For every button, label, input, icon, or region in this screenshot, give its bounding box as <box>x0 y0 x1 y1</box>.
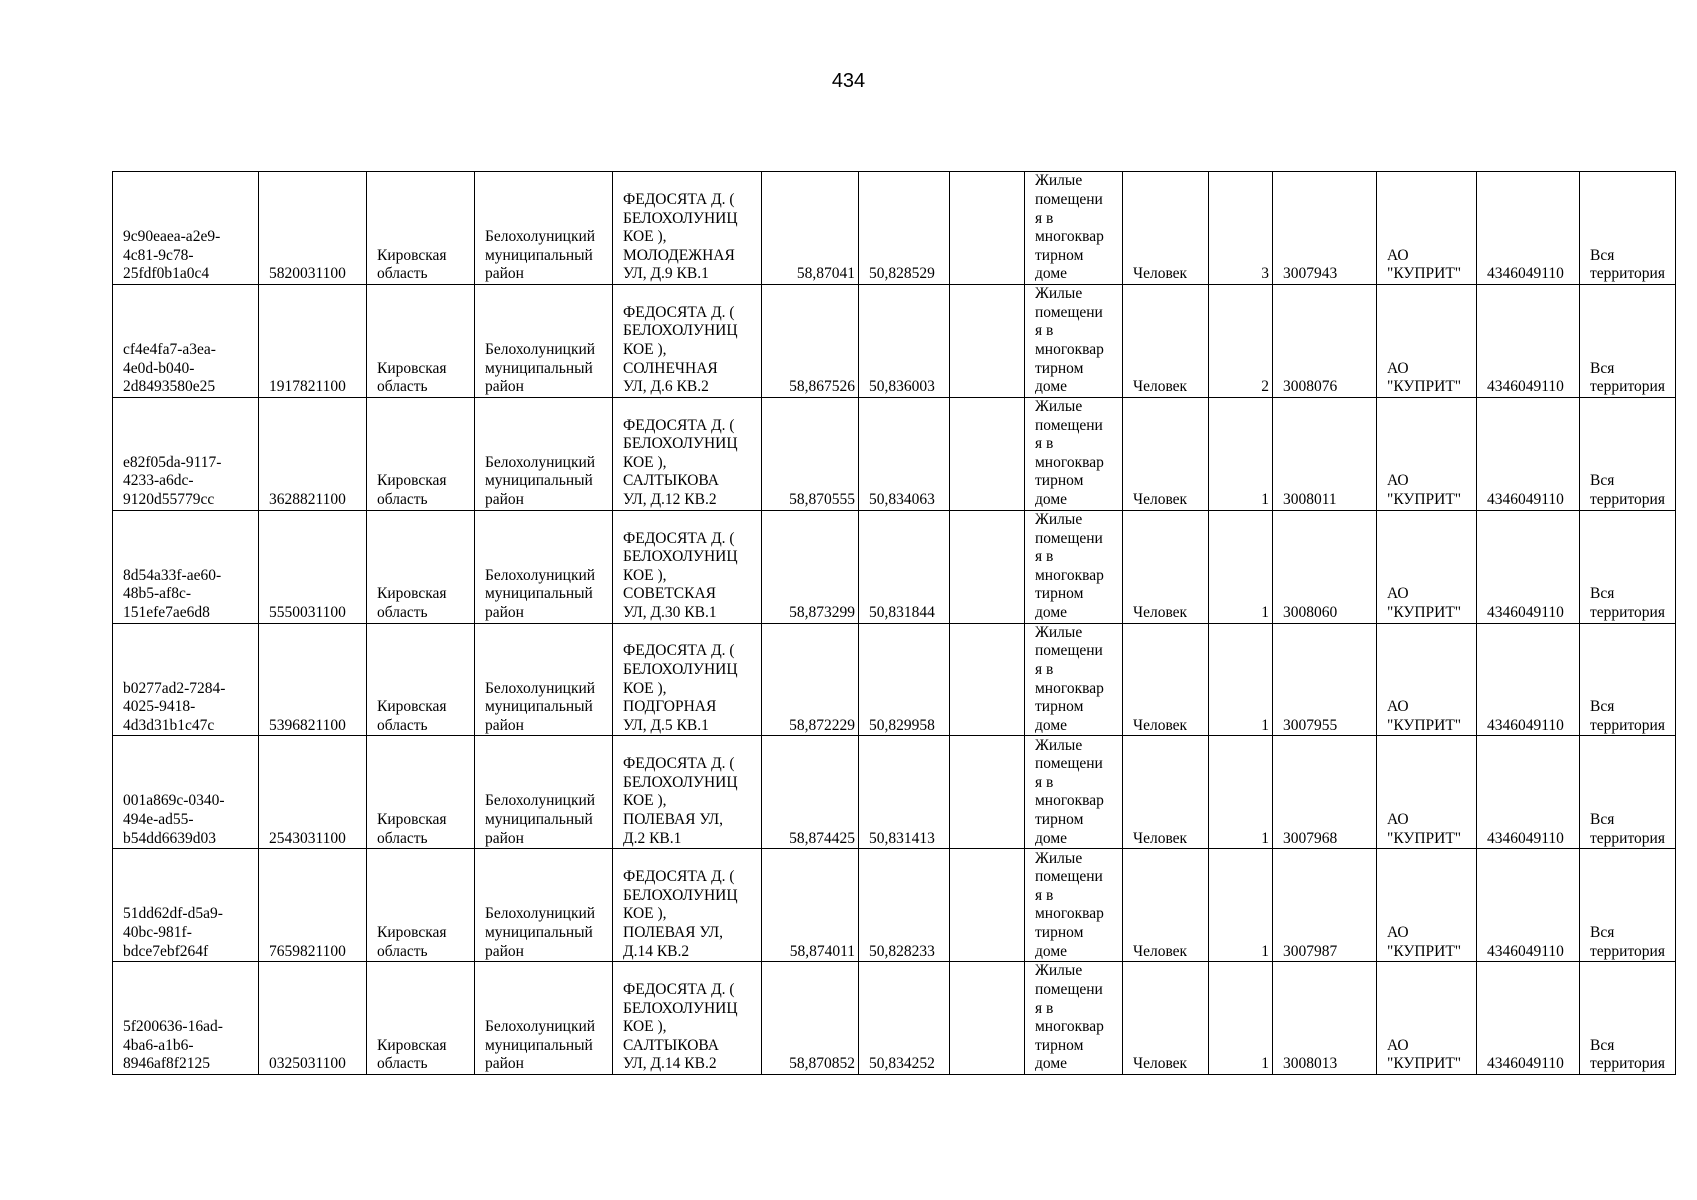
table-row <box>113 849 1676 962</box>
code-cell: 5550031100 <box>259 510 367 623</box>
quantity-cell: 1 <box>1209 623 1273 736</box>
premises-type-cell: Жилые помещени я в многоквар тирном доме <box>1025 962 1123 1075</box>
organization-cell: АО "КУПРИТ" <box>1377 623 1477 736</box>
unit-cell: Человек <box>1123 284 1209 397</box>
territory-cell: Вся территория <box>1580 172 1676 285</box>
record-id-cell: e82f05da-9117- 4233-a6dc- 9120d55779cc <box>113 397 259 510</box>
code-cell: 5396821100 <box>259 623 367 736</box>
longitude-cell: 50,828233 <box>859 849 950 962</box>
latitude-cell: 58,874011 <box>762 849 859 962</box>
district-cell: Белохолуницкий муниципальный район <box>475 284 613 397</box>
inn-cell: 4346049110 <box>1477 962 1580 1075</box>
address-cell: ФЕДОСЯТА Д. ( БЕЛОХОЛУНИЦ КОЕ ), САЛТЫКОВА УЛ, Д.12 КВ.2 <box>613 397 762 510</box>
premises-type-cell: Жилые помещени я в многоквар тирном доме <box>1025 623 1123 736</box>
quantity-cell: 1 <box>1209 397 1273 510</box>
inn-cell: 4346049110 <box>1477 623 1580 736</box>
district-cell: Белохолуницкий муниципальный район <box>475 510 613 623</box>
premises-type-cell: Жилые помещени я в многоквар тирном доме <box>1025 397 1123 510</box>
address-cell: ФЕДОСЯТА Д. ( БЕЛОХОЛУНИЦ КОЕ ), СОВЕТСКАЯ УЛ, Д.30 КВ.1 <box>613 510 762 623</box>
latitude-cell: 58,870555 <box>762 397 859 510</box>
address-cell: ФЕДОСЯТА Д. ( БЕЛОХОЛУНИЦ КОЕ ), МОЛОДЕЖНАЯ УЛ, Д.9 КВ.1 <box>613 172 762 285</box>
empty-cell <box>950 510 1025 623</box>
account-number-cell: 3008011 <box>1273 397 1377 510</box>
latitude-cell: 58,87041 <box>762 172 859 285</box>
territory-cell: Вся территория <box>1580 623 1676 736</box>
inn-cell: 4346049110 <box>1477 736 1580 849</box>
organization-cell: АО "КУПРИТ" <box>1377 962 1477 1075</box>
record-id-cell: cf4e4fa7-a3ea- 4e0d-b040- 2d8493580e25 <box>113 284 259 397</box>
account-number-cell: 3008076 <box>1273 284 1377 397</box>
premises-type-cell: Жилые помещени я в многоквар тирном доме <box>1025 510 1123 623</box>
account-number-cell: 3007987 <box>1273 849 1377 962</box>
table-body <box>113 172 1676 1075</box>
table-row <box>113 172 1676 285</box>
territory-cell: Вся территория <box>1580 510 1676 623</box>
district-cell: Белохолуницкий муниципальный район <box>475 623 613 736</box>
longitude-cell: 50,834252 <box>859 962 950 1075</box>
longitude-cell: 50,829958 <box>859 623 950 736</box>
empty-cell <box>950 172 1025 285</box>
empty-cell <box>950 849 1025 962</box>
account-number-cell: 3007943 <box>1273 172 1377 285</box>
premises-type-cell: Жилые помещени я в многоквар тирном доме <box>1025 284 1123 397</box>
region-cell: Кировская область <box>367 284 475 397</box>
table-row <box>113 623 1676 736</box>
account-number-cell: 3007955 <box>1273 623 1377 736</box>
organization-cell: АО "КУПРИТ" <box>1377 736 1477 849</box>
address-cell: ФЕДОСЯТА Д. ( БЕЛОХОЛУНИЦ КОЕ ), ПОЛЕВАЯ УЛ, Д.14 КВ.2 <box>613 849 762 962</box>
unit-cell: Человек <box>1123 172 1209 285</box>
table-row <box>113 736 1676 849</box>
address-cell: ФЕДОСЯТА Д. ( БЕЛОХОЛУНИЦ КОЕ ), ПОЛЕВАЯ УЛ, Д.2 КВ.1 <box>613 736 762 849</box>
premises-type-cell: Жилые помещени я в многоквар тирном доме <box>1025 849 1123 962</box>
table-row <box>113 284 1676 397</box>
quantity-cell: 1 <box>1209 962 1273 1075</box>
account-number-cell: 3008013 <box>1273 962 1377 1075</box>
account-number-cell: 3007968 <box>1273 736 1377 849</box>
address-cell: ФЕДОСЯТА Д. ( БЕЛОХОЛУНИЦ КОЕ ), ПОДГОРНАЯ УЛ, Д.5 КВ.1 <box>613 623 762 736</box>
inn-cell: 4346049110 <box>1477 284 1580 397</box>
longitude-cell: 50,831844 <box>859 510 950 623</box>
district-cell: Белохолуницкий муниципальный район <box>475 849 613 962</box>
empty-cell <box>950 736 1025 849</box>
quantity-cell: 3 <box>1209 172 1273 285</box>
region-cell: Кировская область <box>367 849 475 962</box>
code-cell: 2543031100 <box>259 736 367 849</box>
district-cell: Белохолуницкий муниципальный район <box>475 172 613 285</box>
empty-cell <box>950 962 1025 1075</box>
unit-cell: Человек <box>1123 623 1209 736</box>
region-cell: Кировская область <box>367 962 475 1075</box>
unit-cell: Человек <box>1123 736 1209 849</box>
record-id-cell: 51dd62df-d5a9- 40bc-981f- bdce7ebf264f <box>113 849 259 962</box>
longitude-cell: 50,828529 <box>859 172 950 285</box>
table-row <box>113 962 1676 1075</box>
inn-cell: 4346049110 <box>1477 397 1580 510</box>
quantity-cell: 1 <box>1209 510 1273 623</box>
code-cell: 7659821100 <box>259 849 367 962</box>
region-cell: Кировская область <box>367 510 475 623</box>
district-cell: Белохолуницкий муниципальный район <box>475 397 613 510</box>
quantity-cell: 1 <box>1209 849 1273 962</box>
unit-cell: Человек <box>1123 962 1209 1075</box>
latitude-cell: 58,874425 <box>762 736 859 849</box>
code-cell: 1917821100 <box>259 284 367 397</box>
premises-type-cell: Жилые помещени я в многоквар тирном доме <box>1025 172 1123 285</box>
longitude-cell: 50,836003 <box>859 284 950 397</box>
organization-cell: АО "КУПРИТ" <box>1377 397 1477 510</box>
district-cell: Белохолуницкий муниципальный район <box>475 736 613 849</box>
latitude-cell: 58,872229 <box>762 623 859 736</box>
organization-cell: АО "КУПРИТ" <box>1377 172 1477 285</box>
region-cell: Кировская область <box>367 397 475 510</box>
inn-cell: 4346049110 <box>1477 849 1580 962</box>
quantity-cell: 2 <box>1209 284 1273 397</box>
page-number: 434 <box>831 70 866 92</box>
record-id-cell: 9c90eaea-a2e9- 4c81-9c78- 25fdf0b1a0c4 <box>113 172 259 285</box>
territory-cell: Вся территория <box>1580 284 1676 397</box>
latitude-cell: 58,873299 <box>762 510 859 623</box>
empty-cell <box>950 284 1025 397</box>
table-row <box>113 397 1676 510</box>
organization-cell: АО "КУПРИТ" <box>1377 284 1477 397</box>
address-cell: ФЕДОСЯТА Д. ( БЕЛОХОЛУНИЦ КОЕ ), САЛТЫКОВА УЛ, Д.14 КВ.2 <box>613 962 762 1075</box>
record-id-cell: 8d54a33f-ae60- 48b5-af8c- 151efe7ae6d8 <box>113 510 259 623</box>
address-cell: ФЕДОСЯТА Д. ( БЕЛОХОЛУНИЦ КОЕ ), СОЛНЕЧНАЯ УЛ, Д.6 КВ.2 <box>613 284 762 397</box>
district-cell: Белохолуницкий муниципальный район <box>475 962 613 1075</box>
unit-cell: Человек <box>1123 397 1209 510</box>
record-id-cell: b0277ad2-7284- 4025-9418- 4d3d31b1c47c <box>113 623 259 736</box>
organization-cell: АО "КУПРИТ" <box>1377 510 1477 623</box>
territory-cell: Вся территория <box>1580 397 1676 510</box>
region-cell: Кировская область <box>367 172 475 285</box>
territory-cell: Вся территория <box>1580 962 1676 1075</box>
account-number-cell: 3008060 <box>1273 510 1377 623</box>
data-table <box>112 171 1676 1075</box>
inn-cell: 4346049110 <box>1477 510 1580 623</box>
record-id-cell: 001a869c-0340- 494e-ad55- b54dd6639d03 <box>113 736 259 849</box>
premises-type-cell: Жилые помещени я в многоквар тирном доме <box>1025 736 1123 849</box>
code-cell: 0325031100 <box>259 962 367 1075</box>
table-row <box>113 510 1676 623</box>
latitude-cell: 58,870852 <box>762 962 859 1075</box>
code-cell: 5820031100 <box>259 172 367 285</box>
longitude-cell: 50,831413 <box>859 736 950 849</box>
territory-cell: Вся территория <box>1580 736 1676 849</box>
empty-cell <box>950 397 1025 510</box>
inn-cell: 4346049110 <box>1477 172 1580 285</box>
unit-cell: Человек <box>1123 849 1209 962</box>
unit-cell: Человек <box>1123 510 1209 623</box>
latitude-cell: 58,867526 <box>762 284 859 397</box>
organization-cell: АО "КУПРИТ" <box>1377 849 1477 962</box>
longitude-cell: 50,834063 <box>859 397 950 510</box>
code-cell: 3628821100 <box>259 397 367 510</box>
territory-cell: Вся территория <box>1580 849 1676 962</box>
quantity-cell: 1 <box>1209 736 1273 849</box>
empty-cell <box>950 623 1025 736</box>
region-cell: Кировская область <box>367 736 475 849</box>
region-cell: Кировская область <box>367 623 475 736</box>
record-id-cell: 5f200636-16ad- 4ba6-a1b6- 8946af8f2125 <box>113 962 259 1075</box>
